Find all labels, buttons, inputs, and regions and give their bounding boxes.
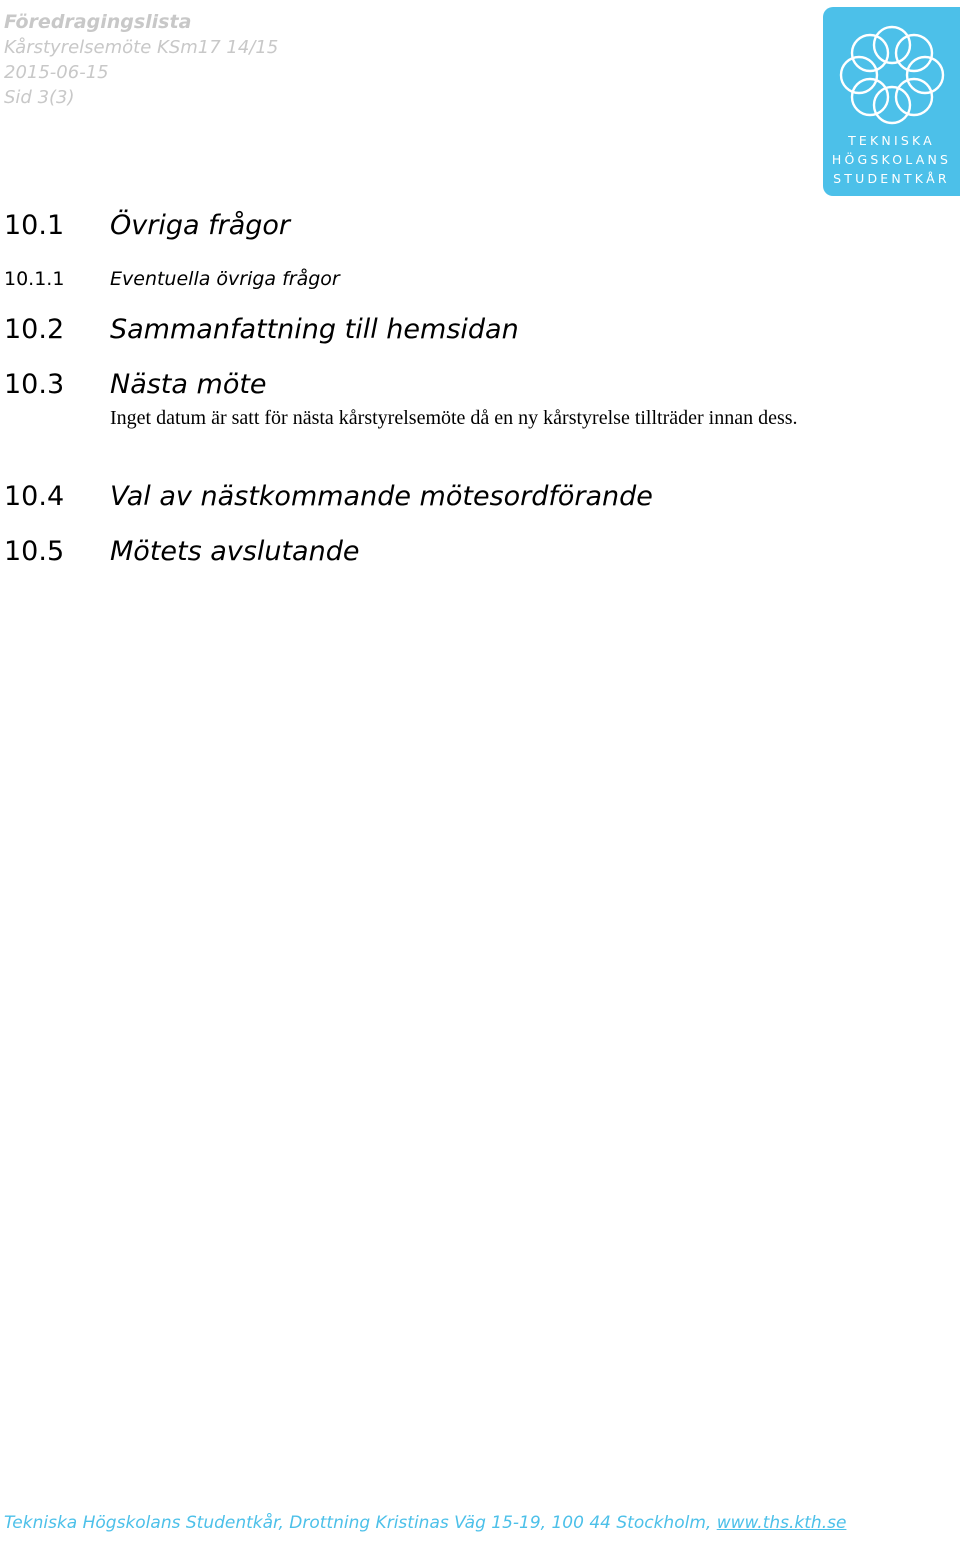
page-number: Sid 3(3)	[4, 87, 75, 108]
section-title: Sammanfattning till hemsidan	[110, 314, 519, 345]
section-10-4-heading	[4, 481, 653, 512]
logo-line-3: STUDENTKÅR	[833, 171, 950, 186]
logo-wordmark	[823, 131, 960, 188]
meeting-date: 2015-06-15	[4, 62, 109, 83]
section-number: 10.1.1	[4, 268, 65, 290]
section-number: 10.1	[4, 210, 65, 241]
document-footer	[4, 1513, 846, 1533]
section-title: Val av nästkommande mötesordförande	[110, 481, 653, 512]
document-header	[4, 10, 278, 110]
section-10-1-heading	[4, 210, 290, 241]
section-title: Mötets avslutande	[110, 536, 360, 567]
section-number: 10.3	[4, 369, 65, 400]
section-title: Nästa möte	[110, 369, 267, 400]
document-title: Föredragingslista	[4, 11, 192, 33]
footer-website-link[interactable]: www.ths.kth.se	[716, 1513, 847, 1533]
rings-logo-icon	[837, 23, 947, 127]
section-number: 10.2	[4, 314, 65, 345]
section-title: Eventuella övriga frågor	[110, 268, 340, 290]
section-10-5-heading	[4, 536, 359, 567]
section-10-2-heading	[4, 314, 519, 345]
section-number: 10.4	[4, 481, 65, 512]
section-number: 10.5	[4, 536, 65, 567]
section-title: Övriga frågor	[110, 210, 291, 241]
logo-line-2: HÖGSKOLANS	[831, 152, 952, 167]
section-10-3-body: Inget datum är satt för nästa kårstyrelsemöte då en ny kårstyrelse tillträder innan dess.	[110, 407, 798, 429]
meeting-name: Kårstyrelsemöte KSm17 14/15	[4, 37, 279, 58]
section-10-1-1-heading	[4, 268, 340, 290]
footer-address: Tekniska Högskolans Studentkår, Drottning Kristinas Väg 15-19, 100 44 Stockholm,	[4, 1513, 717, 1533]
section-10-3-heading	[4, 369, 267, 400]
ths-logo	[823, 7, 960, 196]
logo-line-1: TEKNISKA	[848, 133, 935, 148]
